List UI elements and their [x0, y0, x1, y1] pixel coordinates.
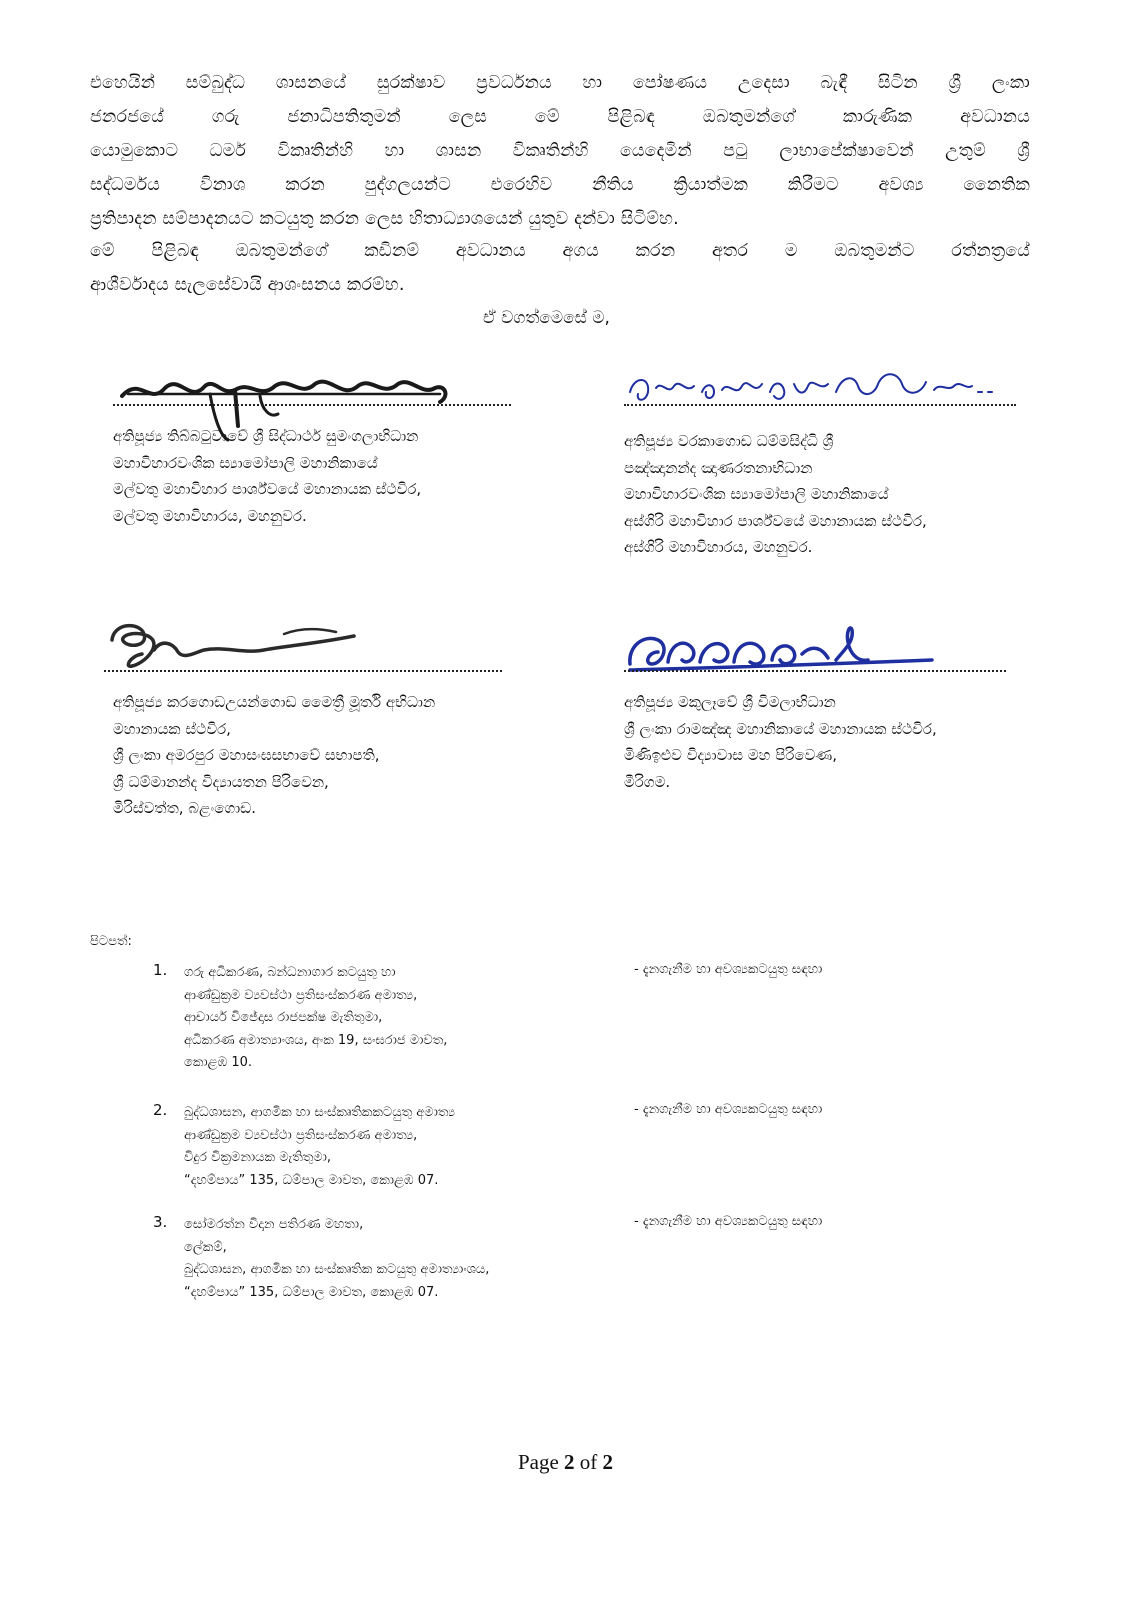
address-line: කොළඹ 10. [184, 1055, 253, 1070]
signatory-line: මල්වතු මහාවිහාරය, මහනුවර. [113, 506, 307, 525]
page-of: of [574, 1450, 603, 1474]
copy-address [184, 1102, 455, 1192]
signatory-line: අතිපූජ්‍ය තිබ්බටුවාවේ ශ්‍රී සිද්ධාර්ථ සුමංගලාභිධාන [113, 427, 419, 445]
address-line: ලේකම්, [184, 1239, 227, 1255]
signatory-line: මහානායක ස්ථවිර, [113, 719, 231, 738]
page-total: 2 [602, 1450, 614, 1474]
signature-image-3 [104, 614, 364, 674]
signatory-block-3 [113, 689, 435, 822]
signatory-line: මහාවිහාරවංශික ස්‍යාමෝපාලි මහානිකායේ [113, 453, 378, 472]
address-line: “දහම්පාය” 135, ධම්පාල මාවත, කොළඹ 07. [184, 1172, 439, 1188]
address-line: අධිකරණ අමාත්‍යාංශය, අංක 19, සංඝරාජ මාවත, [184, 1032, 448, 1048]
signatory-line: ශ්‍රී ලංකා අමරපුර මහාසංඝසභාවේ සභාපති, [113, 746, 380, 764]
address-line: ආණ්ඩුක්‍රම ව්‍යවස්ථා ප්‍රතිසංස්කරණ අමාත්‍ය, [184, 987, 418, 1003]
signatory-line: අස්ගිරි මහාවිහාරය, මහනුවර. [624, 538, 813, 556]
copy-note: - දැනගැනීම හා අවශ්‍යකටයුතු සඳහා [634, 1102, 823, 1117]
text-line: එහෙයින් සම්බුද්ධ ශාසනයේ සුරක්ෂාව ප්‍රවර්ධනය හා පෝෂණය උදෙසා බැඳී සිටින ශ්‍රී ලංකා [90, 73, 1030, 93]
signatory-line: පඤ්ඤානන්ද ඤාණරතනාභිධාන [624, 458, 813, 477]
text-line: ජනරජයේ ගරු ජනාධිපතිතුමන් ලෙස මේ පිළිබඳ ඔබතුමන්ගේ කාරුණික අවධානය [90, 107, 1030, 127]
copy-note: - දැනගැනීම හා අවශ්‍යකටයුතු සඳහා [634, 1214, 823, 1229]
copies-label: පිටපත්: [90, 934, 132, 949]
text-line: ආශීර්වාදය සැලසේවායි ආශංසනය කරම්හ. [90, 275, 405, 295]
signatory-line: අස්ගිරි මහාවිහාර පාර්ශ්වයේ මහානායක ස්ථවිර, [624, 511, 927, 530]
signatory-line: ශ්‍රී ධම්මානන්ද විද්‍යායතන පිරිවෙන, [113, 772, 329, 791]
copy-number: 1. [153, 961, 168, 979]
address-line: ආචාර්ය විජේදාස රාජපක්ෂ මැතිතුමා, [184, 1010, 383, 1025]
address-line: ගරු අධිකරණ, බන්ධනාගාර කටයුතු හා [184, 965, 396, 980]
address-line: බුද්ධශාසන, ආගමික හා සංස්කෘතික කටයුතු අමාත්‍යාංශය, [184, 1262, 490, 1277]
body-paragraph-2 [90, 234, 1030, 302]
signatory-line: අතිපූජ්‍ය මකුලෑවේ ශ්‍රී විමලාභිධාන [624, 693, 836, 711]
sign-off: ඒ වගත්මෙසේ ම, [483, 308, 610, 328]
address-line: “දහම්පාය” 135, ධම්පාල මාවත, කොළඹ 07. [184, 1284, 439, 1300]
address-line: සෝමරත්න විදාන පතිරණ මහතා, [184, 1217, 364, 1232]
signature-line-1 [113, 404, 511, 406]
address-line: බුද්ධශාසන, ආගමික හා සංස්කෘතිකකටයුතු අමාත්‍ය [184, 1105, 455, 1120]
address-line: ආණ්ඩුක්‍රම ව්‍යවස්ථා ප්‍රතිසංස්කරණ අමාත්‍ය, [184, 1127, 418, 1143]
body-paragraph-1 [90, 66, 1030, 236]
page-current: 2 [564, 1450, 575, 1474]
page-prefix: Page [517, 1450, 565, 1474]
signatory-line: මීරිගම. [624, 772, 671, 791]
signature-line-4 [624, 670, 1006, 672]
signatory-line: අතිපූජ්‍ය වරකාගොඩ ධම්මසිද්ධි ශ්‍රී [624, 432, 834, 450]
text-line: යොමුකොට ධර්ම විකෘතින්හි හා ශාසන විකෘතින්හි යෙදෙමින් පටු ලාභාපේක්ෂාවෙන් උතුම් ශ්‍රී [90, 141, 1030, 161]
text-line: ප්‍රතිපාදන සම්පාදනයට කටයුතු කරන ලෙස හිතාධ්‍යාශයෙන් යුතුව දන්වා සිටිම්හ. [90, 209, 679, 229]
signatory-line: මිණිඉළුව විද්‍යාවාස මහ පිරිවෙණ, [624, 746, 838, 764]
text-line: සද්ධර්මය විනාශ කරන පුද්ගලයන්ට එරෙහිව නීතිය ක්‍රියාත්මක කිරීමට අවශ්‍ය නෛතික [90, 175, 1030, 195]
copy-number: 3. [153, 1213, 168, 1231]
signatory-block-2 [624, 428, 927, 561]
page-number [0, 1450, 1131, 1475]
copy-address [184, 962, 447, 1075]
signatory-block-1 [113, 423, 421, 529]
signatory-line: මහාවිහාරවංශික ස්‍යාමෝපාලි මහානිකායේ [624, 485, 889, 503]
text-line: මේ පිළිබඳ ඔබතුමන්ගේ කඩිනම් අවධානය අගය කරන අතර ම ඔබතුමන්ට රත්නත්‍රයේ [90, 241, 1030, 261]
signatory-block-4 [624, 689, 937, 795]
signatory-line: මල්වතු මහාවිහාර පාර්ශ්වයේ මහානායක ස්ථවිර, [113, 480, 422, 498]
signatory-line: අතිපූජ්‍ය කරගොඩඋයන්ගොඩ මෛත්‍රී මූර්ති අභිධාන [113, 693, 436, 711]
signatory-line: ශ්‍රී ලංකා රාමඤ්ඤ මහානිකායේ මහානායක ස්ථවිර, [624, 719, 937, 738]
copy-note: - දැනගැනීම හා අවශ්‍යකටයුතු සඳහා [634, 962, 823, 977]
signature-line-3 [104, 670, 502, 672]
signatory-line: මිරිස්වත්ත, බළංගොඩ. [113, 799, 257, 817]
address-line: විදුර වික්‍රමනායක මැතිතුමා, [184, 1150, 332, 1165]
copy-address [184, 1214, 489, 1304]
signature-line-2 [624, 404, 1016, 406]
copy-number: 2. [153, 1101, 168, 1119]
